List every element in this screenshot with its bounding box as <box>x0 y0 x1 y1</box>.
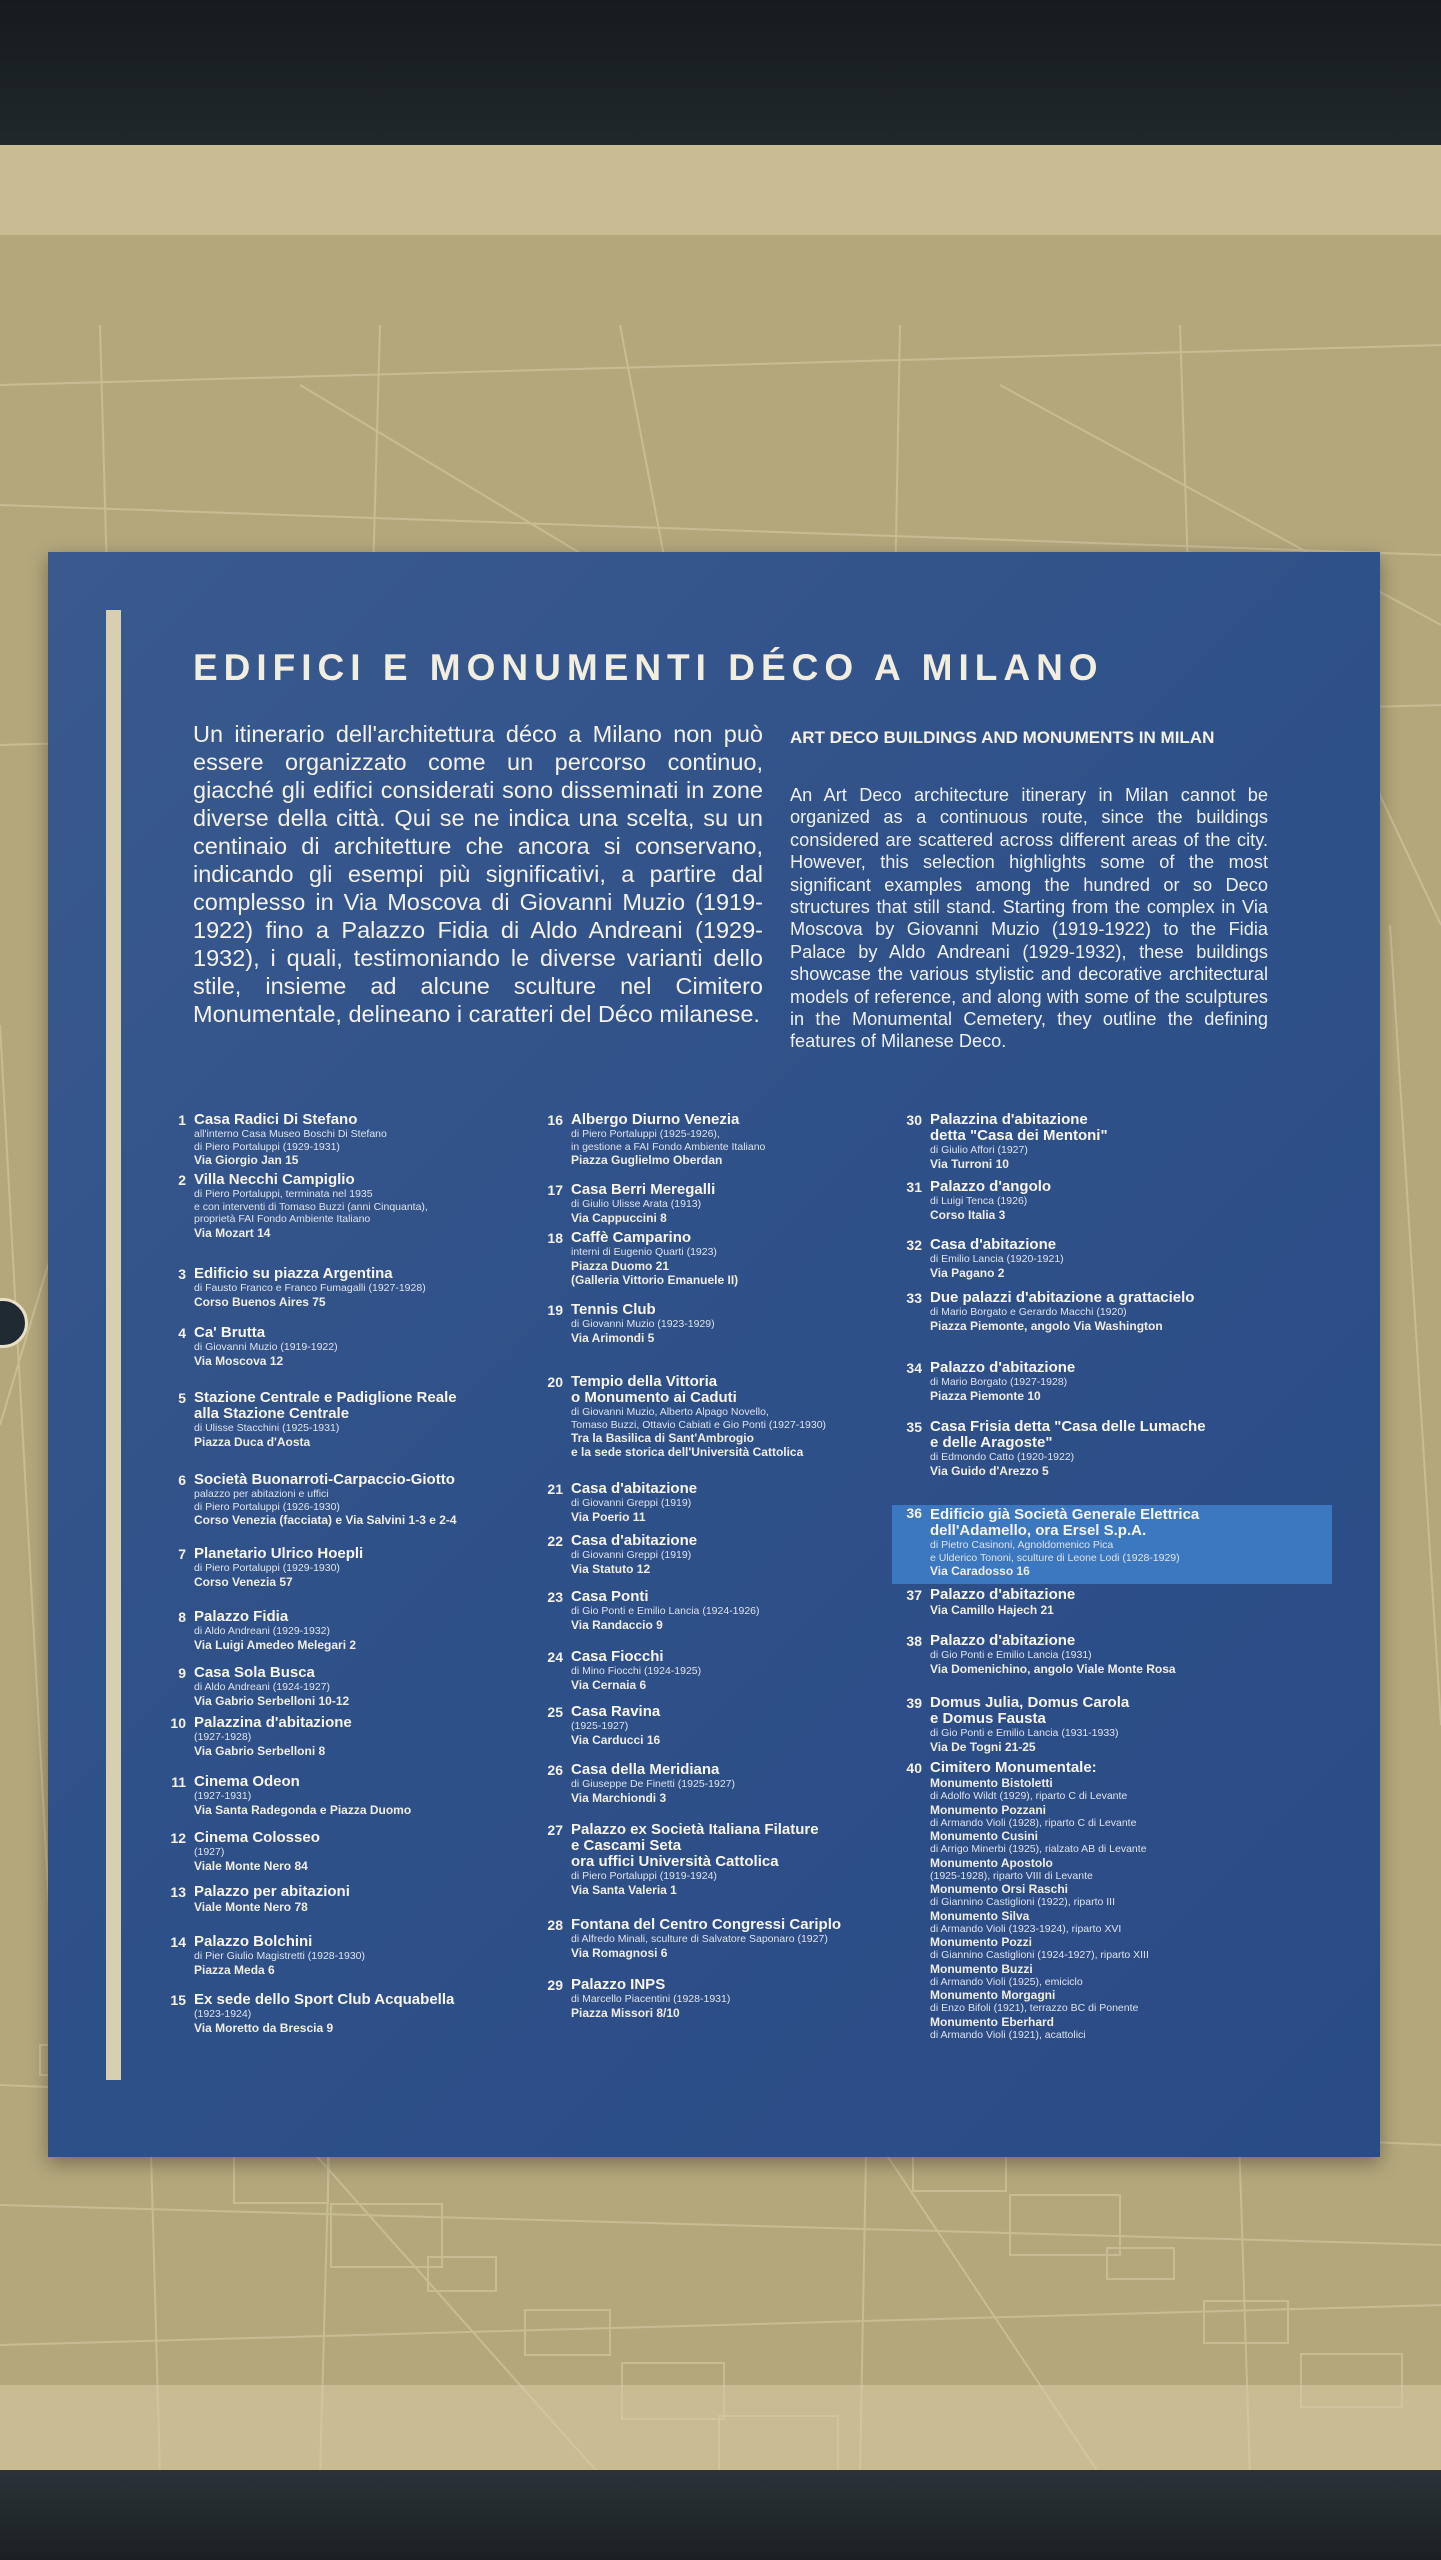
intro-italian: Un itinerario dell'architettura déco a Milano non può essere organizzato come un percorso continuo, giacché gli edifici considerati sono disseminati in zone diverse della città. Qui se ne indica una scelta, su un centinaio di architetture che ancora si conservano, indicando gli esempi più significativi, a partire dal complesso in Via Moscova di Giovanni Muzio (1919-1922) fino a Palazzo Fidia di Aldo Andreani (1929-1932), i quali, testimoniando le diverse varianti dello stile, insieme ad alcune sculture nel Cimitero Monumentale, delineano i caratteri del Déco milanese. <box>193 721 763 1027</box>
item-details: di Piero Portaluppi (1925-1926), in gestione a FAI Fondo Ambiente Italiano <box>571 1128 766 1153</box>
item-name: Ca' Brutta <box>194 1324 266 1341</box>
item-number: 26 <box>547 1762 563 1778</box>
cemetery-monument: Monumento Bistoletti <box>930 1776 1053 1790</box>
item-address: Piazza Missori 8/10 <box>571 2005 680 2020</box>
item-address: Corso Venezia (facciata) e Via Salvini 1-3 e 2-4 <box>194 1513 457 1527</box>
list-item <box>533 1917 943 1960</box>
item-address: Via Pagano 2 <box>930 1265 1005 1280</box>
list-item <box>892 1360 1332 1403</box>
cemetery-monument-details: di Adolfo Wildt (1929), riparto C di Levante <box>930 1790 1128 1802</box>
item-name: Casa Berri Meregalli <box>571 1181 716 1198</box>
item-name: Palazzo per abitazioni <box>194 1883 350 1900</box>
item-number: 19 <box>547 1302 563 1318</box>
list-item <box>156 1172 566 1240</box>
item-number: 34 <box>906 1360 922 1376</box>
item-details: di Mario Borgato (1927-1928) <box>930 1376 1068 1388</box>
item-details: di Marcello Piacentini (1928-1931) <box>571 1993 731 2005</box>
item-details: di Fausto Franco e Franco Fumagalli (1927-1928) <box>194 1282 426 1294</box>
item-number: 40 <box>906 1760 922 1776</box>
item-address: Via Cernaia 6 <box>571 1677 647 1692</box>
item-address: Viale Monte Nero 78 <box>194 1900 308 1914</box>
item-number: 3 <box>178 1266 186 1282</box>
item-details: di Luigi Tenca (1926) <box>930 1195 1028 1207</box>
item-address: Viale Monte Nero 84 <box>194 1858 308 1873</box>
cemetery-monument-details: (1925-1928), riparto VIII di Levante <box>930 1869 1093 1882</box>
item-number: 5 <box>178 1390 186 1406</box>
item-name: Casa d'abitazione <box>571 1532 698 1549</box>
item-details: (1927-1931) <box>194 1790 252 1802</box>
item-address: Via Gabrio Serbelloni 10-12 <box>194 1693 350 1708</box>
cemetery-monument: Monumento Morgagni <box>930 1988 1056 2002</box>
item-name: Palazzo d'angolo <box>930 1178 1052 1195</box>
item-number: 14 <box>170 1934 186 1950</box>
item-number: 32 <box>906 1237 922 1253</box>
item-number: 17 <box>547 1182 563 1198</box>
item-number: 35 <box>906 1419 922 1435</box>
item-name: Casa Fiocchi <box>571 1648 664 1665</box>
panel-title: EDIFICI E MONUMENTI DÉCO A MILANO <box>193 647 1104 688</box>
item-name: Palazzo d'abitazione <box>930 1586 1076 1603</box>
item-details: di Mino Fiocchi (1924-1925) <box>571 1665 702 1677</box>
item-name: Stazione Centrale e Padiglione Reale alla Stazione Centrale <box>194 1389 457 1422</box>
item-details: all'interno Casa Museo Boschi Di Stefano di Piero Portaluppi (1929-1931) <box>194 1128 387 1153</box>
item-number: 20 <box>547 1374 563 1390</box>
list-item <box>892 1505 1332 1584</box>
list-item <box>892 1112 1332 1171</box>
list-item <box>533 1302 943 1345</box>
cemetery-monument-details: di Armando Violi (1921), acattolici <box>930 2028 1086 2041</box>
item-name: Edificio già Società Generale Elettrica dell'Adamello, ora Ersel S.p.A. <box>930 1506 1200 1539</box>
list-item <box>533 1182 943 1225</box>
list-item <box>156 1325 566 1368</box>
item-number: 2 <box>178 1172 186 1188</box>
item-number: 6 <box>178 1472 186 1488</box>
item-number: 16 <box>547 1112 563 1128</box>
item-name: Casa Radici Di Stefano <box>194 1111 358 1128</box>
list-item <box>533 1762 943 1805</box>
item-number: 13 <box>170 1884 186 1900</box>
list-item <box>156 1715 566 1758</box>
list-item <box>892 1179 1332 1222</box>
item-number: 22 <box>547 1533 563 1549</box>
item-details: di Ulisse Stacchini (1925-1931) <box>194 1422 340 1434</box>
item-details: di Giuseppe De Finetti (1925-1927) <box>571 1778 736 1790</box>
list-item <box>156 1112 566 1167</box>
item-number: 21 <box>547 1481 563 1497</box>
item-name: Casa Frisia detta "Casa delle Lumache e delle Aragoste" <box>930 1418 1206 1451</box>
cemetery-monument-details: di Giannino Castiglioni (1922), riparto III <box>930 1896 1116 1908</box>
item-number: 28 <box>547 1917 563 1933</box>
item-details: di Edmondo Catto (1920-1922) <box>930 1451 1075 1463</box>
item-details: di Alfredo Minali, sculture di Salvatore Saponaro (1927) <box>571 1933 828 1945</box>
item-number: 11 <box>171 1774 186 1790</box>
item-details: di Gio Ponti e Emilio Lancia (1924-1926) <box>571 1605 760 1617</box>
item-number: 31 <box>906 1179 922 1195</box>
item-details: (1927) <box>194 1846 225 1858</box>
cemetery-monument: Monumento Silva <box>930 1908 1030 1923</box>
item-address: Via Turroni 10 <box>930 1156 1009 1171</box>
item-number: 23 <box>547 1589 563 1605</box>
list-item <box>156 1774 566 1817</box>
item-details: (1925-1927) <box>571 1720 629 1732</box>
item-details: di Aldo Andreani (1924-1927) <box>194 1681 331 1693</box>
item-name: Due palazzi d'abitazione a grattacielo <box>930 1289 1195 1306</box>
item-address: Corso Buenos Aires 75 <box>194 1294 326 1309</box>
item-address: Piazza Piemonte, angolo Via Washington <box>930 1318 1163 1333</box>
cemetery-monument: Monumento Orsi Raschi <box>930 1882 1069 1896</box>
item-name: Cinema Odeon <box>194 1773 300 1790</box>
item-number: 12 <box>170 1830 186 1846</box>
item-address: Via Romagnosi 6 <box>571 1945 668 1960</box>
cemetery-monument-details: di Giannino Castiglioni (1924-1927), riparto XIII <box>930 1949 1149 1961</box>
item-number: 37 <box>906 1587 922 1603</box>
item-number: 4 <box>178 1325 186 1341</box>
list-item <box>533 1230 943 1287</box>
cemetery-monument: Monumento Pozzi <box>930 1935 1032 1949</box>
item-name: Edificio su piazza Argentina <box>194 1265 393 1282</box>
item-number: 1 <box>178 1112 186 1128</box>
item-details: (1923-1924) <box>194 2008 252 2020</box>
list-item <box>892 1633 1332 1676</box>
item-name: Tennis Club <box>571 1301 656 1318</box>
item-name: Società Buonarroti-Carpaccio-Giotto <box>194 1471 455 1488</box>
item-number: 33 <box>906 1290 922 1306</box>
cemetery-monument-details: di Armando Violi (1925), emiciclo <box>930 1975 1083 1988</box>
wall-top <box>0 0 1441 150</box>
item-name: Caffè Camparino <box>571 1229 692 1246</box>
list-item <box>892 1237 1332 1280</box>
list-item <box>156 1266 566 1309</box>
item-name: Palazzina d'abitazione <box>194 1714 352 1731</box>
item-address: Via Santa Valeria 1 <box>571 1882 677 1897</box>
item-name: Tempio della Vittoria o Monumento ai Caduti <box>571 1373 737 1406</box>
item-address: Piazza Duca d'Aosta <box>194 1434 311 1449</box>
list-item <box>533 1704 943 1747</box>
item-address: Via Marchiondi 3 <box>571 1790 667 1805</box>
item-name: Palazzo d'abitazione <box>930 1359 1076 1376</box>
item-number: 36 <box>906 1505 922 1521</box>
list-item <box>533 1374 943 1459</box>
cemetery-monument: Monumento Apostolo <box>930 1855 1053 1870</box>
item-number: 30 <box>906 1112 922 1128</box>
item-details: di Piero Portaluppi (1929-1930) <box>194 1562 340 1574</box>
item-details: (1927-1928) <box>194 1731 252 1743</box>
list-item <box>156 1830 566 1873</box>
item-name: Casa Ponti <box>571 1588 649 1605</box>
item-details: palazzo per abitazioni e uffici di Piero Portaluppi (1926-1930) <box>194 1488 340 1513</box>
item-name: Palazzina d'abitazione detta "Casa dei Mentoni" <box>930 1111 1108 1144</box>
item-details: di Giovanni Muzio (1919-1922) <box>194 1341 338 1353</box>
list-item <box>156 1609 566 1652</box>
item-number: 8 <box>178 1609 186 1625</box>
list-item <box>533 1481 943 1524</box>
item-name: Palazzo d'abitazione <box>930 1632 1076 1649</box>
item-details: di Giovanni Muzio, Alberto Alpago Novello, Tomaso Buzzi, Ottavio Cabiati e Gio Ponti (1927-1930) <box>571 1406 827 1431</box>
cemetery-monument-details: di Armando Violi (1928), riparto C di Levante <box>930 1816 1137 1829</box>
item-name: Casa Sola Busca <box>194 1664 315 1681</box>
item-details: interni di Eugenio Quarti (1923) <box>571 1246 717 1258</box>
item-address: Via Moscova 12 <box>194 1353 284 1368</box>
item-address: Via Arimondi 5 <box>571 1330 655 1345</box>
item-address: Corso Italia 3 <box>930 1207 1006 1222</box>
item-number: 29 <box>547 1977 563 1993</box>
item-address: Via Camillo Hajech 21 <box>930 1603 1054 1617</box>
list-item <box>156 1472 566 1527</box>
list-item <box>892 1587 1332 1617</box>
item-address: Via Statuto 12 <box>571 1561 651 1576</box>
item-name: Cinema Colosseo <box>194 1829 320 1846</box>
list-item <box>892 1290 1332 1333</box>
cemetery-monument: Monumento Pozzani <box>930 1802 1046 1817</box>
intro-english: An Art Deco architecture itinerary in Milan cannot be organized as a continuous route, since the buildings considered are scattered across different areas of the city. However, this selection highlights some of the most significant examples among the hundred or so Deco structures that still stand. Starting from the complex in Via Moscova by Giovanni Muzio (1919-1922) to the Fidia Palace by Aldo Andreani (1929-1932), these buildings showcase the various stylistic and decorative architectural models of reference, and along with some of the sculptures in the Monumental Cemetery, they outline the defining features of Milanese Deco. <box>790 785 1268 1052</box>
item-details: di Giulio Ulisse Arata (1913) <box>571 1198 702 1210</box>
list-item <box>156 1546 566 1589</box>
item-name: Palazzo Bolchini <box>194 1933 313 1950</box>
item-address: Via Guido d'Arezzo 5 <box>930 1463 1049 1478</box>
item-name: Domus Julia, Domus Carola e Domus Fausta <box>930 1694 1130 1727</box>
list-item <box>156 1390 566 1449</box>
list-item <box>156 1934 566 1977</box>
list-item <box>533 1589 943 1632</box>
item-number: 39 <box>906 1695 922 1711</box>
item-address: Via Moretto da Brescia 9 <box>194 2020 334 2035</box>
item-number: 38 <box>906 1633 922 1649</box>
item-name: Palazzo Fidia <box>194 1608 289 1625</box>
item-name: Casa d'abitazione <box>571 1480 698 1497</box>
item-address: Via Poerio 11 <box>571 1509 646 1524</box>
item-number: 18 <box>547 1230 563 1246</box>
item-number: 25 <box>547 1704 563 1720</box>
item-details: di Pietro Casinoni, Agnoldomenico Pica e Ulderico Tononi, sculture di Leone Lodi (1928-1929) <box>930 1539 1180 1564</box>
list-item <box>533 1822 943 1897</box>
item-details: di Gio Ponti e Emilio Lancia (1931-1933) <box>930 1727 1119 1739</box>
item-number: 9 <box>178 1665 186 1681</box>
cemetery-monument-details: di Arrigo Minerbi (1925), rialzato AB di Levante <box>930 1843 1147 1855</box>
item-address: Corso Venezia 57 <box>194 1574 293 1589</box>
item-details: di Giovanni Greppi (1919) <box>571 1497 692 1509</box>
item-name: Fontana del Centro Congressi Cariplo <box>571 1916 842 1933</box>
item-details: di Pier Giulio Magistretti (1928-1930) <box>194 1950 365 1962</box>
wall-bottom <box>0 2470 1441 2560</box>
item-name: Ex sede dello Sport Club Acquabella <box>194 1991 455 2008</box>
list-item <box>533 1533 943 1576</box>
item-name: Villa Necchi Campiglio <box>194 1171 355 1188</box>
item-name: Casa Ravina <box>571 1703 661 1720</box>
list-item <box>533 1977 943 2020</box>
item-address: Tra la Basilica di Sant'Ambrogio e la sede storica dell'Università Cattolica <box>571 1431 804 1459</box>
item-details: di Giovanni Greppi (1919) <box>571 1549 692 1561</box>
item-number: 24 <box>547 1649 563 1665</box>
list-item <box>533 1112 943 1167</box>
item-address: Piazza Piemonte 10 <box>930 1388 1041 1403</box>
cemetery-monument-details: di Armando Violi (1923-1924), riparto XVI <box>930 1922 1122 1935</box>
cemetery-monument: Monumento Eberhard <box>930 2014 1055 2029</box>
item-number: 15 <box>170 1992 186 2008</box>
list-item <box>156 1884 566 1914</box>
item-name: Planetario Ulrico Hoepli <box>194 1545 364 1562</box>
item-number: 27 <box>547 1822 563 1838</box>
cemetery-monument: Monumento Buzzi <box>930 1961 1033 1976</box>
item-address: Via Caradosso 16 <box>930 1564 1030 1578</box>
item-address: Piazza Meda 6 <box>194 1962 275 1977</box>
list-item <box>892 1419 1332 1478</box>
item-address: Via Domenichino, angolo Viale Monte Rosa <box>930 1661 1176 1676</box>
list-item <box>892 1695 1332 1754</box>
info-panel <box>48 552 1380 2157</box>
item-address: Via Giorgio Jan 15 <box>194 1153 299 1167</box>
item-name: Cimitero Monumentale: <box>930 1759 1097 1776</box>
list-item <box>156 1665 566 1708</box>
item-address: Via Randaccio 9 <box>571 1617 663 1632</box>
english-heading: ART DECO BUILDINGS AND MONUMENTS IN MILAN <box>790 728 1215 747</box>
item-name: Casa della Meridiana <box>571 1761 720 1778</box>
item-address: Via Santa Radegonda e Piazza Duomo <box>194 1802 412 1817</box>
list-item <box>892 1760 1332 2041</box>
item-details: di Giovanni Muzio (1923-1929) <box>571 1318 715 1330</box>
item-address: Via Luigi Amedeo Melegari 2 <box>194 1637 357 1652</box>
item-number: 7 <box>178 1546 186 1562</box>
item-name: Palazzo INPS <box>571 1976 666 1993</box>
item-name: Casa d'abitazione <box>930 1236 1057 1253</box>
cemetery-monument: Monumento Cusini <box>930 1829 1038 1843</box>
item-address: Via De Togni 21-25 <box>930 1739 1036 1754</box>
item-address: Via Mozart 14 <box>194 1225 271 1240</box>
item-address: Via Cappuccini 8 <box>571 1210 667 1225</box>
item-name: Albergo Diurno Venezia <box>571 1111 740 1128</box>
item-details: di Piero Portaluppi (1919-1924) <box>571 1870 717 1882</box>
accent-bar <box>106 610 121 2080</box>
cemetery-monument-details: di Enzo Bifoli (1921), terrazzo BC di Ponente <box>930 2002 1139 2014</box>
item-details: di Piero Portaluppi, terminata nel 1935 e con interventi di Tomaso Buzzi (anni Cinquanta), proprietà FAI Fondo Ambiente Italiano <box>194 1188 428 1225</box>
list-item <box>156 1992 566 2035</box>
item-details: di Giulio Affori (1927) <box>930 1144 1028 1156</box>
item-details: di Mario Borgato e Gerardo Macchi (1920) <box>930 1306 1127 1318</box>
item-name: Palazzo ex Società Italiana Filature e Cascami Seta ora uffici Università Cattolica <box>571 1821 819 1870</box>
item-details: di Emilio Lancia (1920-1921) <box>930 1253 1064 1265</box>
item-details: di Gio Ponti e Emilio Lancia (1931) <box>930 1649 1092 1661</box>
item-address: Via Carducci 16 <box>571 1732 661 1747</box>
item-address: Piazza Guglielmo Oberdan <box>571 1153 723 1167</box>
list-item <box>533 1649 943 1692</box>
item-address: Piazza Duomo 21 (Galleria Vittorio Emanuele II) <box>571 1258 739 1287</box>
item-details: di Aldo Andreani (1929-1932) <box>194 1625 331 1637</box>
item-number: 10 <box>170 1715 186 1731</box>
item-address: Via Gabrio Serbelloni 8 <box>194 1743 326 1758</box>
